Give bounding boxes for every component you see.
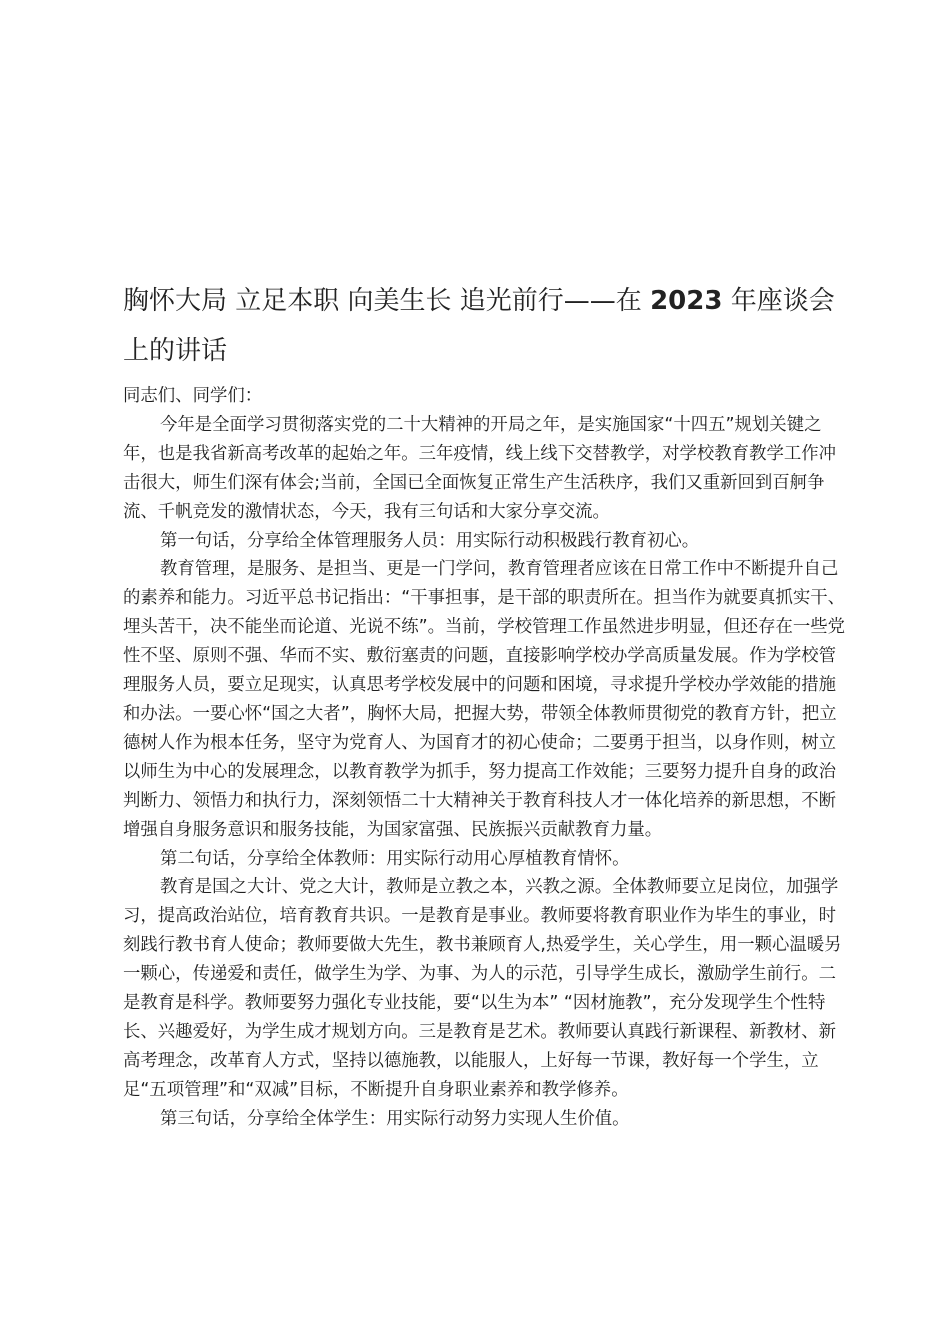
paragraph-second-point-heading: 第二句话，分享给全体教师：用实际行动用心厚植教育情怀。 xyxy=(160,848,630,869)
paragraph-first-point-heading: 第一句话，分享给全体管理服务人员：用实际行动积极践行教育初心。 xyxy=(160,530,700,551)
salutation: 同志们、同学们： xyxy=(123,386,263,406)
document-body xyxy=(123,382,853,1134)
paragraph-third-point-heading: 第三句话，分享给全体学生：用实际行动努力实现人生价值。 xyxy=(160,1108,630,1129)
paragraph-teachers: 教育是国之大计、党之大计，教师是立教之本，兴教之源。全体教师要立足岗位，加强学习，提高政治站位，培育教育共识。一是教育是事业。教师要将教育职业作为毕生的事业，时刻践行教书育人使命；教师要做大先生，教书兼顾育人,热爱学生，关心学生，用一颗心温暖另一颗心，传递爱和责任，做学生为学、为事、为人的示范，引导学生成长，激励学生前行。二是教育是科学。教师要努力强化专业技能，要“以生为本” “因材施教”，充分发现学生个性特长、兴趣爱好，为学生成才规划方向。三是教育是艺术。教师要认真践行新课程、新教材、新高考理念，改革育人方式，坚持以德施教，以能服人，上好每一节课，教好每一个学生，立足“五项管理”和“双减”目标，不断提升自身职业素养和教学修养。 xyxy=(123,877,842,1100)
document-title xyxy=(123,276,843,376)
paragraph-intro: 今年是全面学习贯彻落实党的二十大精神的开局之年，是实施国家“十四五”规划关键之年，也是我省新高考改革的起始之年。三年疫情，线上线下交替教学，对学校教育教学工作冲击很大，师生们深有体会;当前，全国已全面恢复正常生产生活秩序，我们又重新回到百舸争流、千帆竞发的激情状态，今天，我有三句话和大家分享交流。 xyxy=(123,414,837,522)
title-text-part2: 年座谈会上的讲话 xyxy=(123,286,835,366)
title-year: 2023 xyxy=(650,286,723,316)
title-text-part1: 胸怀大局 立足本职 向美生长 追光前行——在 xyxy=(123,286,642,316)
paragraph-management: 教育管理，是服务、是担当、更是一门学问，教育管理者应该在日常工作中不断提升自己的素养和能力。习近平总书记指出：“干事担事，是干部的职责所在。担当作为就要真抓实干、埋头苦干，决不能坐而论道、光说不练”。当前，学校管理工作虽然进步明显，但还存在一些党性不坚、原则不强、华而不实、敷衍塞责的问题，直接影响学校办学高质量发展。作为学校管理服务人员，要立足现实，认真思考学校发展中的问题和困境，寻求提升学校办学效能的措施和办法。一要心怀“国之大者”，胸怀大局，把握大势，带领全体教师贯彻党的教育方针，把立德树人作为根本任务，坚守为党育人、为国育才的初心使命；二要勇于担当，以身作则，树立以师生为中心的发展理念，以教育教学为抓手，努力提高工作效能；三要努力提升自身的政治判断力、领悟力和执行力，深刻领悟二十大精神关于教育科技人才一体化培养的新思想，不断增强自身服务意识和服务技能，为国家富强、民族振兴贡献教育力量。 xyxy=(123,559,846,840)
